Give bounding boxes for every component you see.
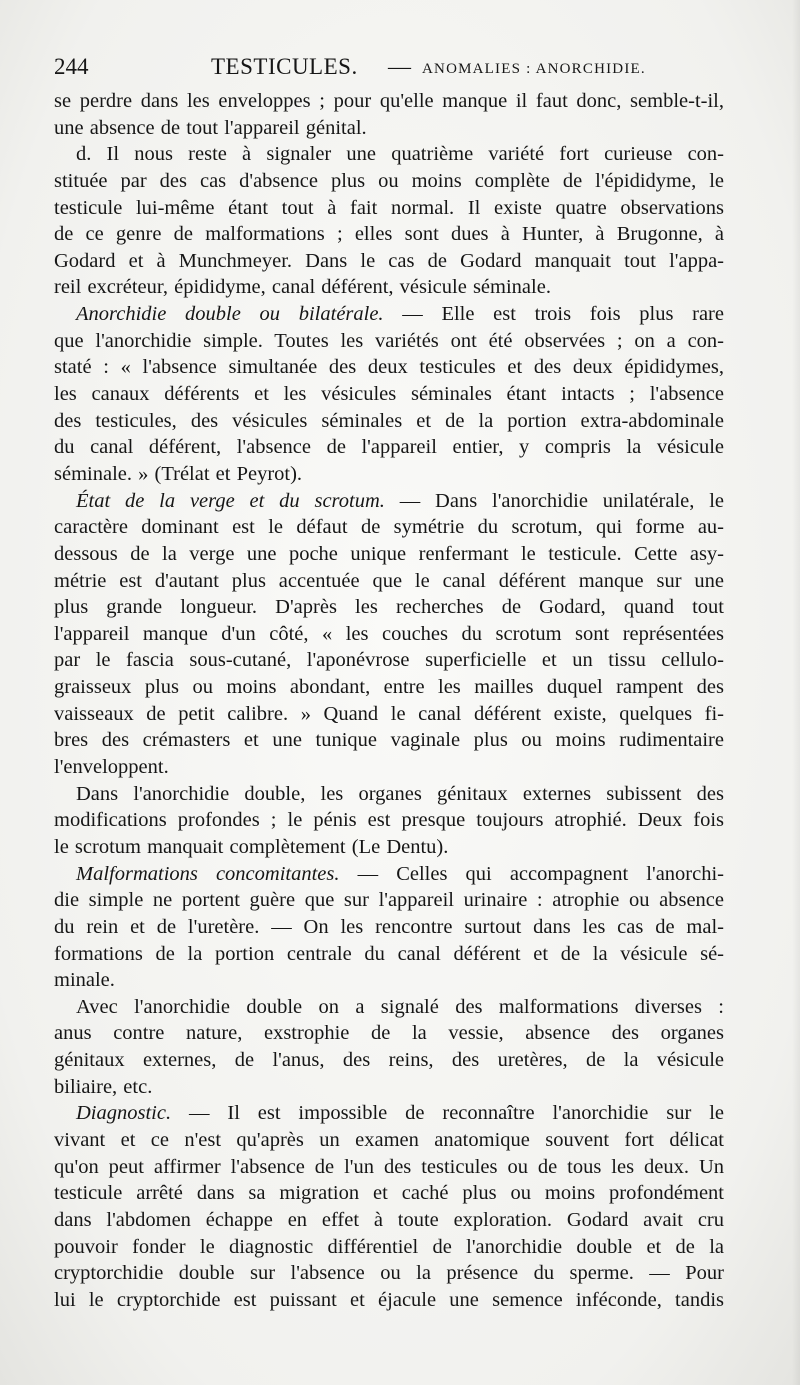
section-heading-line: Anorchidie double ou bilatérale. — Elle est trois fois plus rare: [76, 303, 724, 326]
section-heading-line: État de la verge et du scrotum. — Dans l'anorchidie unilatérale, le: [76, 489, 724, 512]
text-line: se perdre dans les enveloppes ; pour qu'elle manque il faut donc, semble-t-il,: [54, 90, 724, 112]
text-line: minale.: [54, 969, 115, 992]
text-line: bres des crémasters et une tunique vaginale plus ou moins rudimentaire: [54, 729, 724, 752]
text-line: des testicules, des vésicules séminales et de la portion extra-abdominale: [54, 409, 724, 432]
section-heading: État de la verge et du scrotum.: [76, 489, 385, 512]
text-line: dessous de la verge une poche unique renfermant le testicule. Cette asy-: [54, 542, 724, 565]
text-line: reil excréteur, épididyme, canal déférent, vésicule séminale.: [54, 276, 551, 299]
text-line: staté : « l'absence simultanée des deux testicules et des deux épididymes,: [54, 356, 724, 379]
section-heading: Anorchidie double ou bilatérale.: [76, 303, 384, 326]
text-line: par le fascia sous-cutané, l'aponévrose superficielle et un tissu cellulo-: [54, 649, 724, 672]
text-line: formations de la portion centrale du canal déférent et de la vésicule sé-: [54, 942, 724, 965]
text-line: de ce genre de malformations ; elles sont dues à Hunter, à Brugonne, à: [54, 223, 724, 246]
text-line: caractère dominant est le défaut de symétrie du scrotum, qui forme au-: [54, 516, 724, 539]
text-line: plus grande longueur. D'après les recherches de Godard, quand tout: [54, 596, 724, 619]
text-line: métrie est d'autant plus accentuée que le canal déférent manque sur une: [54, 569, 724, 592]
text-line: Avec l'anorchidie double on a signalé des malformations diverses :: [76, 995, 724, 1018]
text-line: stituée par des cas d'absence plus ou moins complète de l'épididyme, le: [54, 169, 724, 192]
text-line: qu'on peut affirmer l'absence de l'un des testicules ou de tous les deux. Un: [54, 1155, 724, 1178]
text-line: die simple ne portent guère que sur l'appareil urinaire : atrophie ou absence: [54, 889, 724, 912]
running-title-dash: —: [388, 54, 411, 79]
text-line: d. Il nous reste à signaler une quatrième variété fort curieuse con-: [76, 143, 724, 166]
text-line: biliaire, etc.: [54, 1075, 153, 1098]
text-line: testicule arrêté dans sa migration et caché plus ou moins profondément: [54, 1182, 724, 1205]
text-line: modifications profondes ; le pénis est presque toujours atrophié. Deux fois: [54, 809, 724, 832]
text-line: lui le cryptorchide est puissant et éjacule une semence inféconde, tandis: [54, 1288, 724, 1311]
text-line: vaisseaux de petit calibre. » Quand le canal déférent existe, quelques fi-: [54, 702, 724, 725]
text-line: l'enveloppent.: [54, 756, 169, 779]
text-line: testicule lui-même étant tout à fait normal. Il existe quatre observations: [54, 196, 724, 219]
text-line: les canaux déférents et les vésicules séminales étant intacts ; l'absence: [54, 383, 724, 406]
text-line: dans l'abdomen échappe en effet à toute exploration. Godard avait cru: [54, 1208, 724, 1231]
running-title: TESTICULES.: [211, 54, 358, 79]
text-line: Godard et à Munchmeyer. Dans le cas de Godard manquait tout l'appa-: [54, 249, 724, 272]
section-heading: Diagnostic.: [76, 1102, 172, 1125]
running-head: [54, 52, 724, 82]
body-text: [54, 88, 724, 1313]
text-line: du rein et de l'uretère. — On les rencontre surtout dans les cas de mal-: [54, 915, 724, 938]
page-number: 244: [54, 54, 89, 79]
text-line: le scrotum manquait complètement (Le Dentu).: [54, 835, 449, 858]
text-line: une absence de tout l'appareil génital.: [54, 116, 367, 139]
text-line: cryptorchidie double sur l'absence ou la présence du sperme. — Pour: [54, 1262, 724, 1285]
text-line: anus contre nature, exstrophie de la vessie, absence des organes: [54, 1022, 724, 1045]
section-heading-line: Malformations concomitantes. — Celles qui accompagnent l'anorchi-: [76, 862, 724, 885]
text-line: l'appareil manque d'un côté, « les couches du scrotum sont représentées: [54, 622, 724, 645]
text-line: vivant et ce n'est qu'après un examen anatomique souvent fort délicat: [54, 1128, 724, 1151]
section-heading-line: Diagnostic. — Il est impossible de reconnaître l'anorchidie sur le: [76, 1102, 724, 1125]
text-line: graisseux plus ou moins abondant, entre les mailles duquel rampent des: [54, 676, 724, 699]
text-line: du canal déférent, l'absence de l'appareil entier, y compris la vésicule: [54, 436, 724, 459]
text-line: génitaux externes, de l'anus, des reins, des uretères, de la vésicule: [54, 1049, 724, 1072]
text-line: que l'anorchidie simple. Toutes les variétés ont été observées ; on a con-: [54, 329, 724, 352]
text-line: pouvoir fonder le diagnostic différentiel de l'anorchidie double et de la: [54, 1235, 724, 1258]
text-line: séminale. » (Trélat et Peyrot).: [54, 462, 303, 485]
text-line: Dans l'anorchidie double, les organes génitaux externes subissent des: [76, 782, 724, 805]
scan-edge-shadow: [792, 0, 800, 1385]
running-subtitle: ANOMALIES : ANORCHIDIE.: [422, 61, 646, 77]
section-heading: Malformations concomitantes.: [76, 862, 340, 885]
